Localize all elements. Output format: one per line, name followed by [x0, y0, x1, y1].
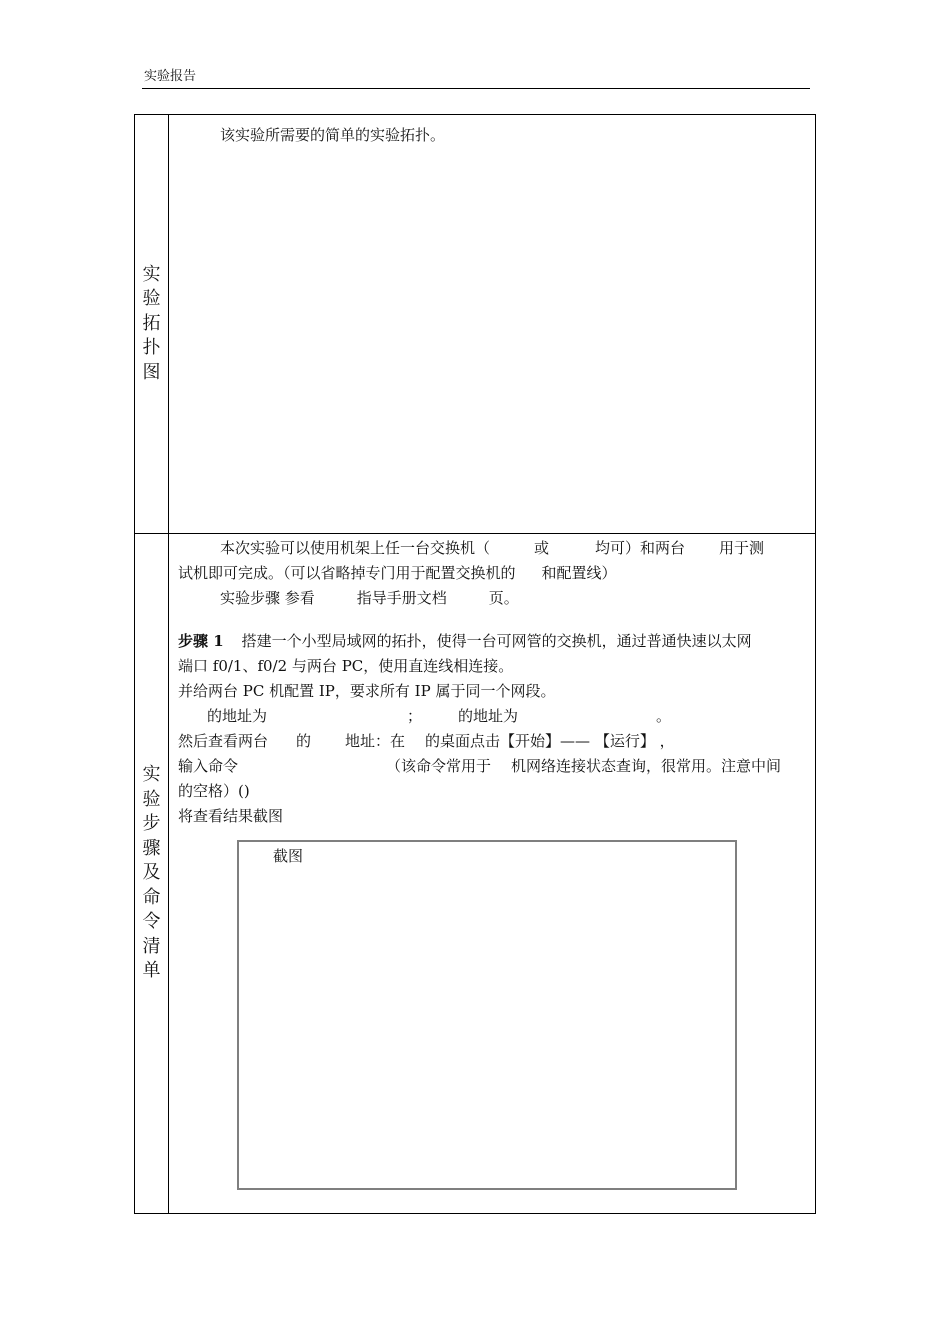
steps-content-cell[interactable] [169, 534, 816, 1214]
steps-label-char: 骤 [142, 837, 161, 859]
topology-description: 该实验所需要的简单的实验拓扑。 [220, 126, 446, 144]
step1-line-2: 端口 f0/1、f0/2 与两台 PC，使用直连线相连接。 [178, 657, 514, 675]
page-header-title: 实验报告 [144, 69, 197, 84]
steps-label [135, 763, 168, 984]
steps-row [135, 534, 816, 1214]
steps-label-char: 及 [142, 862, 161, 884]
steps-label-char: 实 [142, 764, 161, 786]
topology-content-cell[interactable] [169, 115, 816, 534]
steps-label-cell [135, 534, 169, 1214]
screenshot-box-label: 截图 [273, 847, 304, 865]
topology-label-char: 图 [142, 361, 161, 383]
topology-label-char: 拓 [142, 312, 161, 334]
page-header [142, 68, 810, 89]
step1-label: 步骤 1 [178, 632, 224, 650]
topology-label-cell [135, 115, 169, 534]
steps-label-char: 命 [142, 886, 161, 908]
topology-row [135, 115, 816, 534]
steps-label-char: 步 [142, 813, 161, 835]
steps-label-char: 清 [142, 935, 161, 957]
ip-requirement: 并给两台 PC 机配置 IP，要求所有 IP 属于同一个网段。 [178, 682, 556, 700]
address-line: 的地址为 ； 的地址为 。 [207, 707, 672, 725]
command-line-1: 输入命令 （该命令常用于 机网络连接状态查询，很常用。注意中间 [178, 757, 782, 775]
report-table [134, 114, 816, 1214]
command-line-2: 的空格）() [178, 782, 250, 800]
steps-label-char: 单 [142, 960, 161, 982]
steps-label-char: 验 [142, 788, 161, 810]
intro-line-1: 本次实验可以使用机架上任一台交换机（ 或 均可）和两台 用于测 [220, 539, 765, 557]
topology-label-char: 扑 [142, 337, 161, 359]
screenshot-instruction: 将查看结果截图 [178, 807, 284, 825]
check-line: 然后查看两台 的 地址：在 的桌面点击【开始】—— 【运行】 ， [178, 732, 675, 750]
intro-line-2: 试机即可完成。（可以省略掉专门用于配置交换机的 和配置线） [178, 564, 617, 582]
step1-line-1: 步骤 1 搭建一个小型局域网的拓扑，使得一台可网管的交换机，通过普通快速以太网 [178, 632, 752, 650]
topology-label-char: 验 [142, 288, 161, 310]
topology-label [135, 263, 168, 386]
reference-line: 实验步骤 参看 指导手册文档 页。 [220, 589, 519, 607]
steps-label-char: 令 [142, 911, 161, 933]
screenshot-box[interactable] [237, 840, 737, 1190]
topology-label-char: 实 [142, 263, 161, 285]
